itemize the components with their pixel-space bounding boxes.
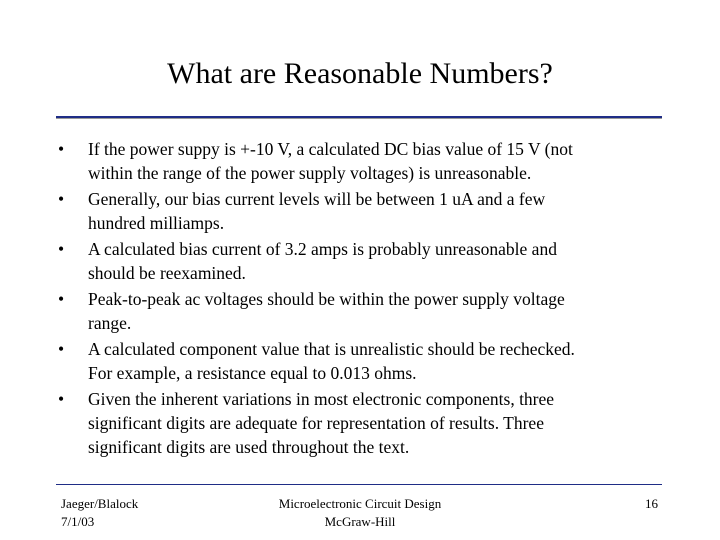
- footer-center: [240, 495, 480, 531]
- bullet-line: A calculated bias current of 3.2 amps is probably unreasonable and: [88, 239, 557, 259]
- bullet-icon: •: [58, 339, 65, 359]
- bullet-line: range.: [88, 313, 132, 333]
- slide-title: What are Reasonable Numbers?: [167, 57, 553, 90]
- footer-book-title: Microelectronic Circuit Design: [278, 496, 442, 511]
- bullet-line: For example, a resistance equal to 0.013 ohms.: [88, 363, 417, 383]
- bullet-line: Given the inherent variations in most electronic components, three: [88, 389, 555, 409]
- footer-author: Jaeger/Blalock: [61, 496, 139, 511]
- footer-left: [61, 495, 138, 531]
- bullet-line: significant digits are adequate for representation of results. Three: [88, 413, 544, 433]
- bullet-line: hundred milliamps.: [88, 213, 225, 233]
- bullet-list: [56, 137, 662, 461]
- bullet-item: [56, 187, 662, 235]
- bullet-item: [56, 387, 662, 459]
- footer-divider: [56, 484, 662, 485]
- bullet-icon: •: [58, 389, 65, 409]
- bullet-line: within the range of the power supply voltages) is unreasonable.: [88, 163, 532, 183]
- bullet-line: Peak-to-peak ac voltages should be within the power supply voltage: [88, 289, 565, 309]
- bullet-item: [56, 287, 662, 335]
- bullet-item: [56, 337, 662, 385]
- bullet-line: A calculated component value that is unrealistic should be rechecked.: [88, 339, 575, 359]
- bullet-item: [56, 137, 662, 185]
- bullet-icon: •: [58, 139, 65, 159]
- bullet-line: should be reexamined.: [88, 263, 246, 283]
- bullet-line: If the power suppy is +-10 V, a calculated DC bias value of 15 V (not: [88, 139, 573, 159]
- page-number: 16: [645, 496, 658, 511]
- title-divider-shadow: [56, 118, 662, 119]
- bullet-line: Generally, our bias current levels will be between 1 uA and a few: [88, 189, 546, 209]
- bullet-icon: •: [58, 239, 65, 259]
- footer-date: 7/1/03: [61, 514, 95, 529]
- bullet-item: [56, 237, 662, 285]
- bullet-line: significant digits are used throughout the text.: [88, 437, 410, 457]
- bullet-icon: •: [58, 189, 65, 209]
- footer-publisher: McGraw-Hill: [324, 514, 396, 529]
- bullet-icon: •: [58, 289, 65, 309]
